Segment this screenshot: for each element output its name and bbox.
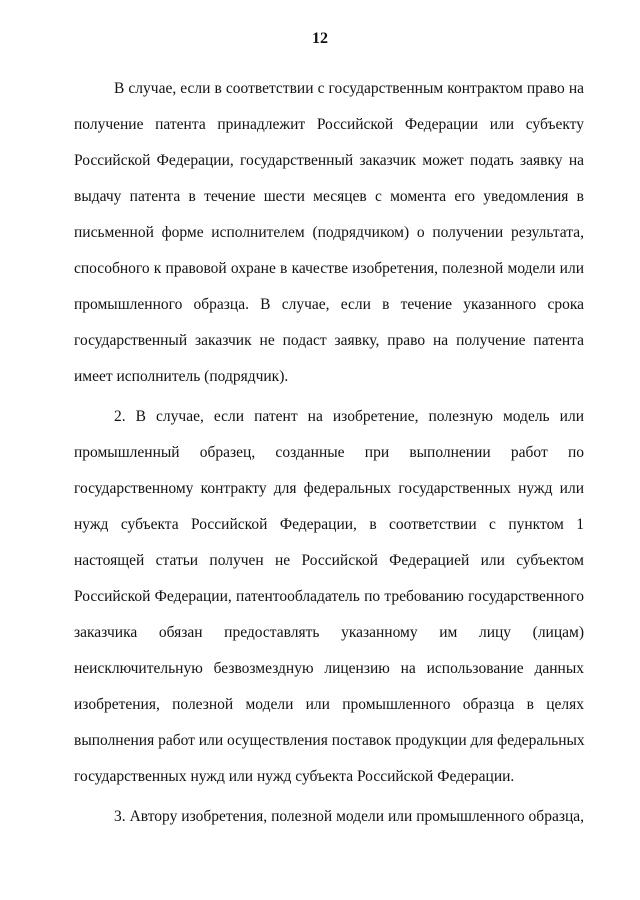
paragraph-1 xyxy=(74,71,584,395)
paragraph-2 xyxy=(74,399,584,795)
text-line: заказчика обязан предоставлять указанному им лицу (лицам) xyxy=(74,624,584,641)
text-line: промышленный образец, созданные при выполнении работ по xyxy=(74,444,584,461)
paragraph-3 xyxy=(74,799,584,835)
document-body xyxy=(74,71,584,835)
text-line: выполнения работ или осуществления поставок продукции для федеральных xyxy=(74,732,585,749)
text-line: Российской Федерации, патентообладатель по требованию государственного xyxy=(74,588,584,605)
text-line: изобретения, полезной модели или промышленного образца в целях xyxy=(74,696,584,713)
text-line: 3. Автору изобретения, полезной модели или промышленного образца, xyxy=(114,808,584,825)
text-line: Российской Федерации, государственный заказчик может подать заявку на xyxy=(74,152,584,169)
text-line: 2. В случае, если патент на изобретение, полезную модель или xyxy=(114,408,584,425)
text-line: нужд субъекта Российской Федерации, в соответствии с пунктом 1 xyxy=(74,516,584,533)
text-line: государственному контракту для федеральных государственных нужд или xyxy=(74,480,584,497)
text-line: выдачу патента в течение шести месяцев с момента его уведомления в xyxy=(74,188,584,205)
text-line: государственных нужд или нужд субъекта Российской Федерации. xyxy=(74,768,515,785)
text-line: получение патента принадлежит Российской Федерации или субъекту xyxy=(74,116,584,133)
text-line: государственный заказчик не подаст заявку, право на получение патента xyxy=(74,332,584,349)
text-line: имеет исполнитель (подрядчик). xyxy=(74,368,289,385)
text-line: неисключительную безвозмездную лицензию на использование данных xyxy=(74,660,584,677)
page-number: 12 xyxy=(312,30,328,47)
text-line: письменной форме исполнителем (подрядчиком) о получении результата, xyxy=(74,224,584,241)
text-line: В случае, если в соответствии с государственным контрактом право на xyxy=(114,80,584,97)
text-line: способного к правовой охране в качестве изобретения, полезной модели или xyxy=(74,260,584,277)
text-line: настоящей статьи получен не Российской Федерацией или субъектом xyxy=(74,552,584,569)
text-line: промышленного образца. В случае, если в течение указанного срока xyxy=(74,296,584,313)
